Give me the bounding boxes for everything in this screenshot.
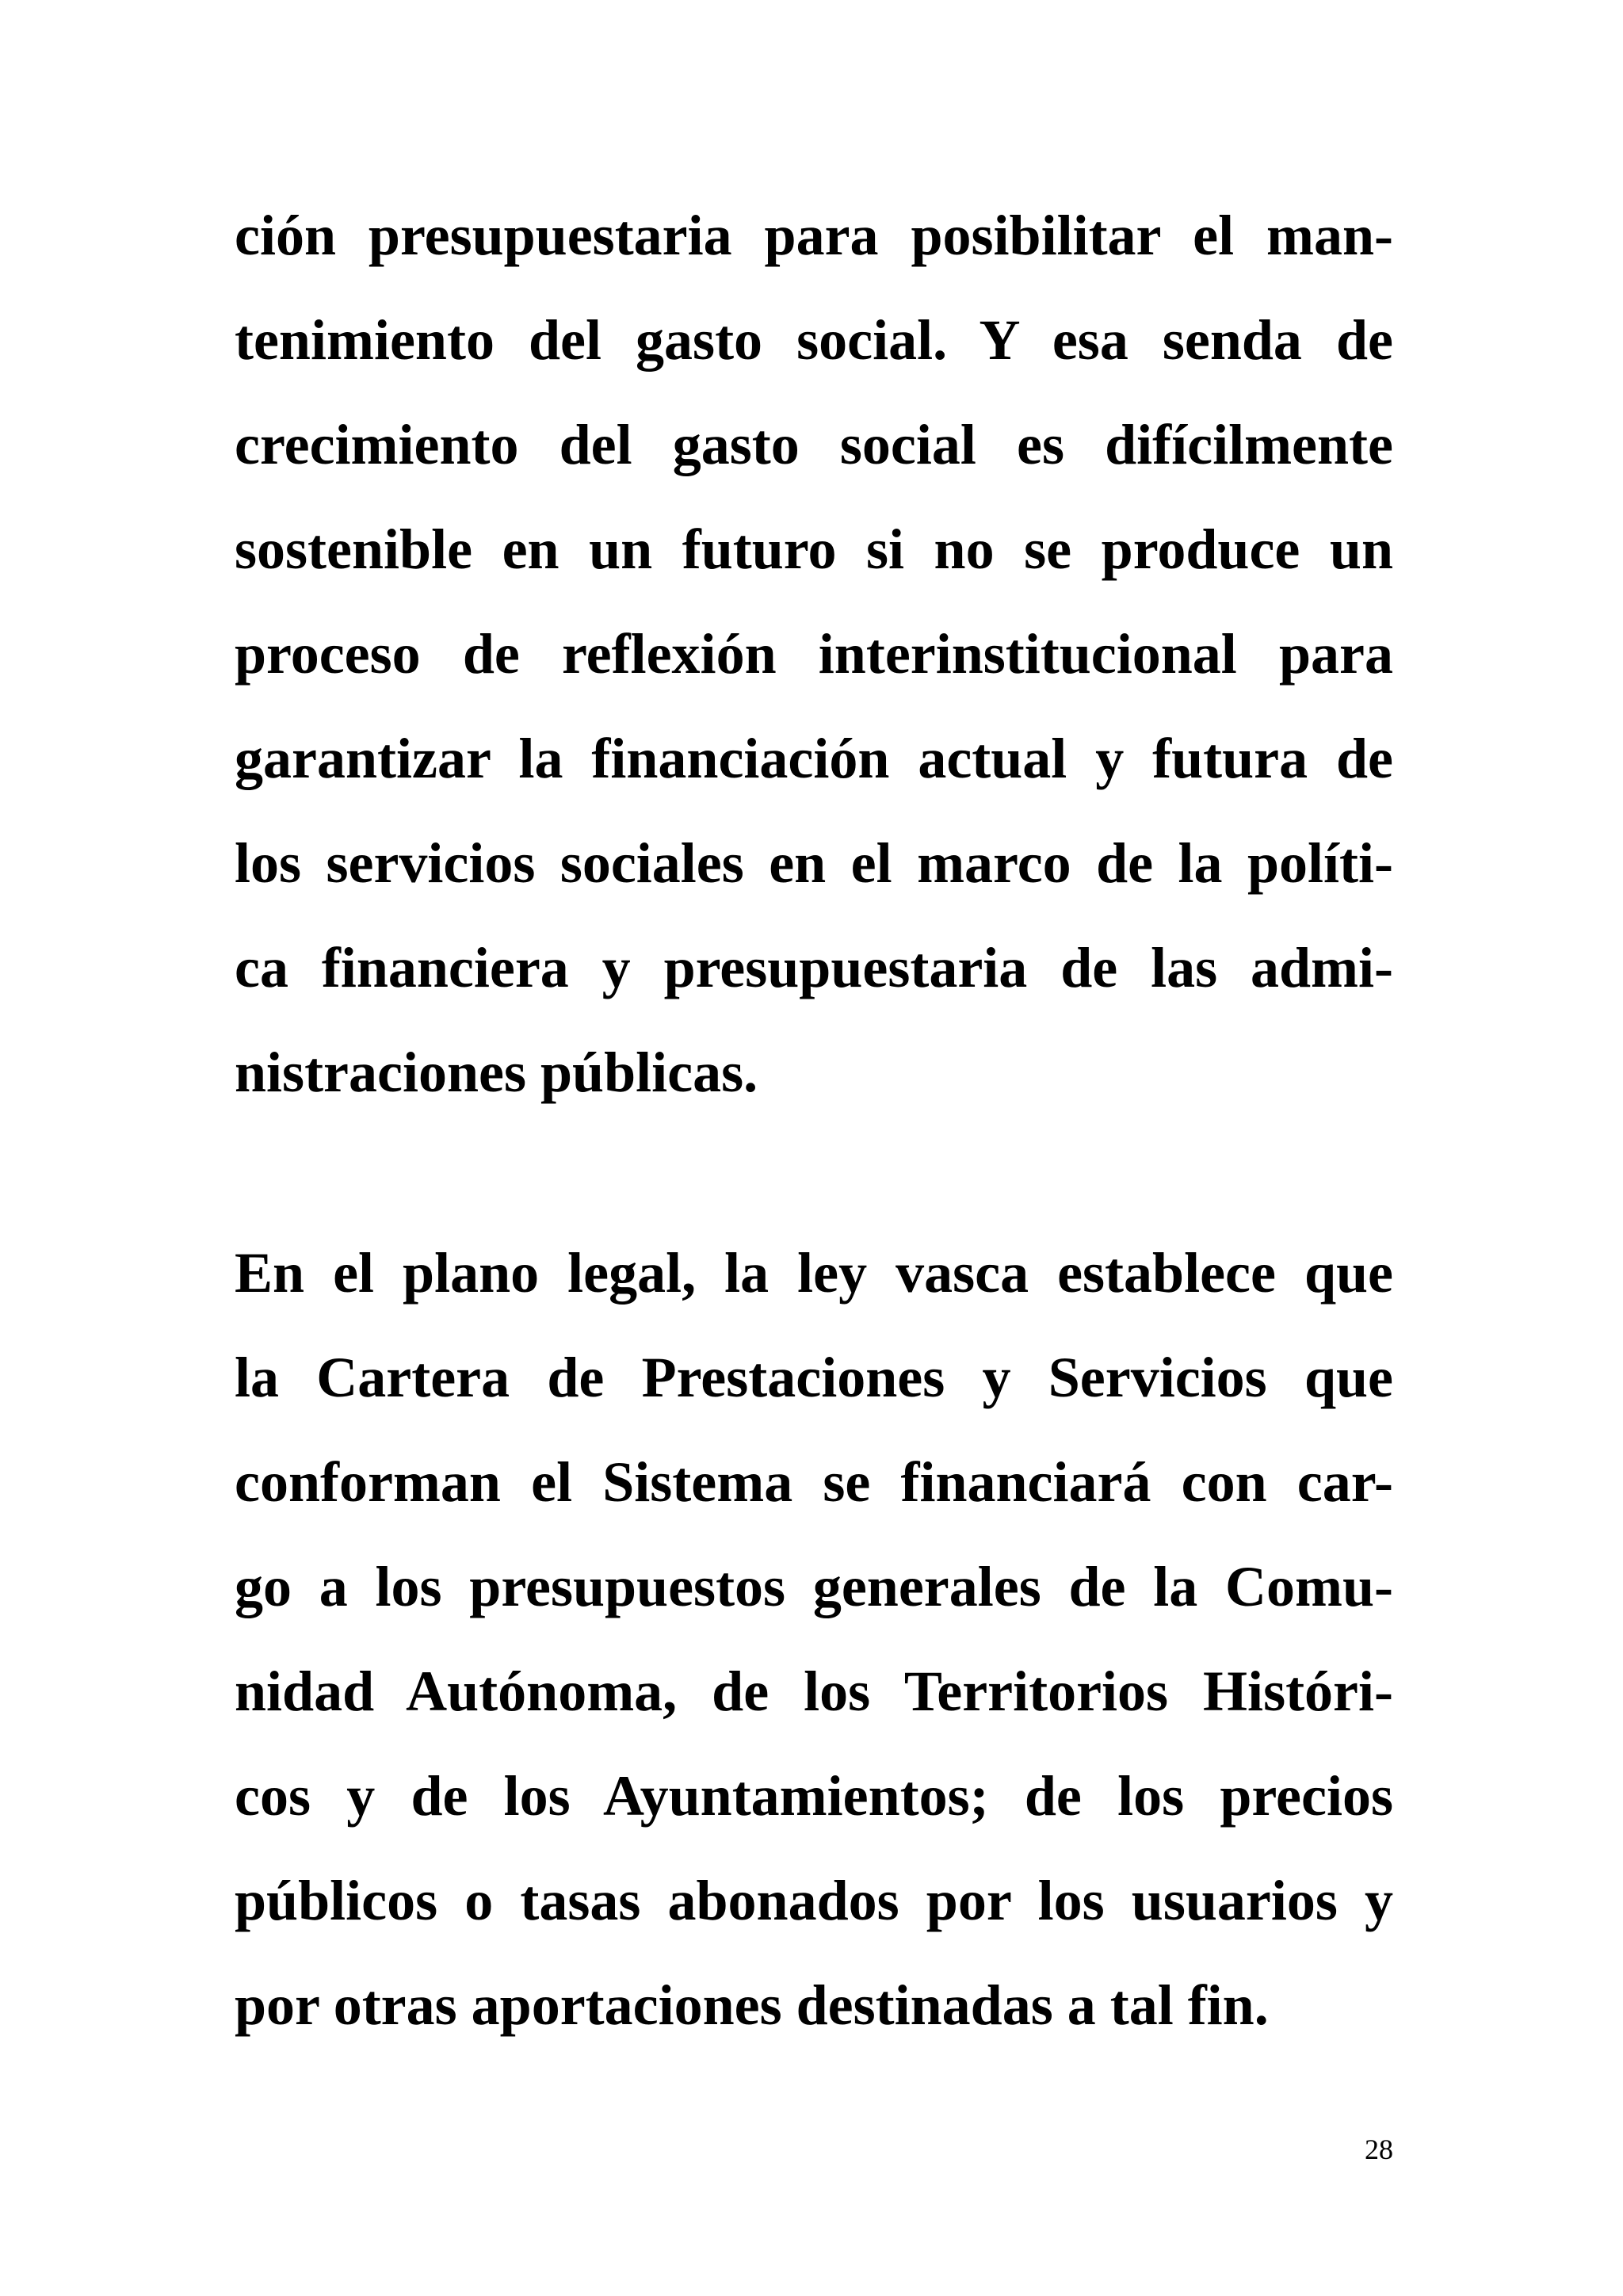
text-line: sostenible en un futuro si no se produce un: [235, 518, 1393, 581]
text-line: nidad Autónoma, de los Territorios Históri-: [235, 1660, 1393, 1723]
text-line: ción presupuestaria para posibilitar el man-: [235, 204, 1393, 267]
text-line: go a los presupuestos generales de la Comu-: [235, 1555, 1393, 1618]
text-line: crecimiento del gasto social es difícilmente: [235, 413, 1393, 476]
text-line: En el plano legal, la ley vasca establece que: [235, 1241, 1393, 1305]
text-line: ca financiera y presupuestaria de las admi-: [235, 936, 1393, 999]
text-line: tenimiento del gasto social. Y esa senda de: [235, 308, 1393, 372]
text-line: garantizar la financiación actual y futura de: [235, 727, 1393, 790]
text-line: públicos o tasas abonados por los usuarios y: [235, 1869, 1393, 1932]
text-line: la Cartera de Prestaciones y Servicios que: [235, 1346, 1393, 1409]
page-number: 28: [1365, 2134, 1393, 2165]
text-line: proceso de reflexión interinstitucional para: [235, 622, 1393, 686]
text-line: conforman el Sistema se financiará con car-: [235, 1450, 1393, 1514]
text-line: por otras aportaciones destinadas a tal fin.: [235, 1973, 1269, 2037]
text-line: los servicios sociales en el marco de la políti-: [235, 831, 1393, 895]
text-line: cos y de los Ayuntamientos; de los precios: [235, 1764, 1393, 1828]
text-line: nistraciones públicas.: [235, 1041, 758, 1104]
